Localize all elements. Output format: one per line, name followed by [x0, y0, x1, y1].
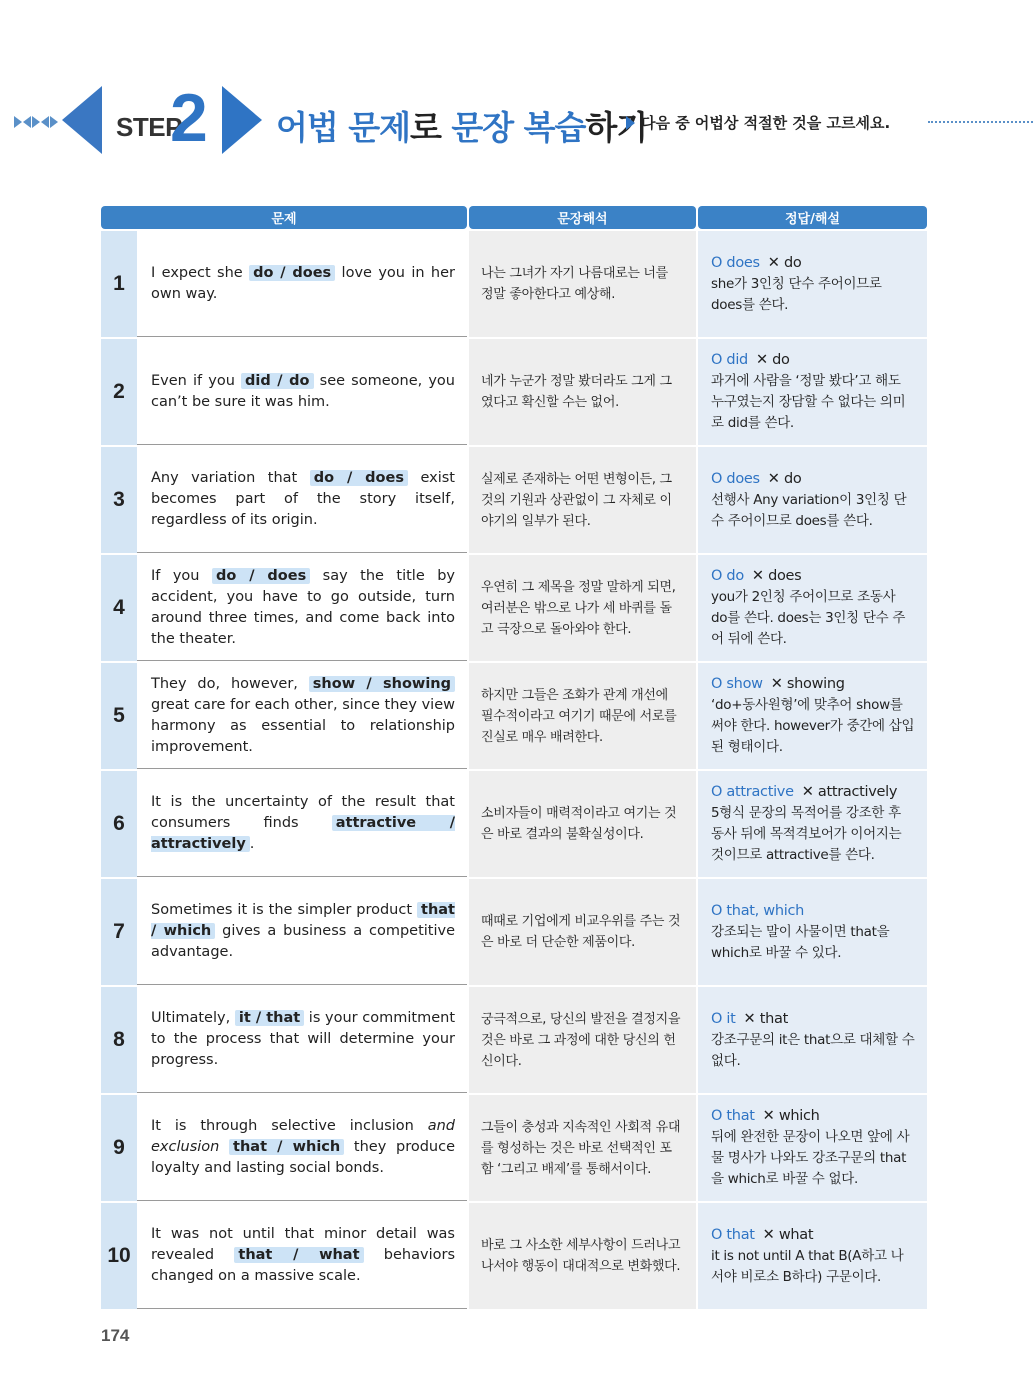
question-text: is your commitment to the process that will determine your progress. — [151, 1010, 455, 1068]
answer-choices: show / showing — [309, 676, 455, 692]
answer-cell — [698, 555, 927, 661]
explanation-text: you가 2인칭 주어이므로 조동사 do를 쓴다. does는 3인칭 단수 주어 뒤에 쓴다. — [711, 589, 906, 647]
translation-text: 실제로 존재하는 어떤 변형이든, 그것의 기원과 상관없이 그 자체로 이야기의 일부가 된다. — [481, 471, 672, 529]
question-number: 3 — [101, 447, 137, 553]
wrong-answer: ✕ what — [762, 1226, 814, 1243]
answer-choices: do / does — [212, 568, 310, 584]
table-row — [101, 771, 927, 877]
answer-choices: that / which — [151, 902, 455, 939]
answer-choices: that / what — [234, 1247, 363, 1263]
decorative-arrows-icon — [14, 116, 58, 128]
question-text: see someone, you can’t be sure it was him. — [151, 372, 455, 410]
question-cell — [137, 663, 467, 769]
instruction-text: 다음 중 어법상 적절한 것을 고르세요. — [641, 114, 891, 132]
correct-answer: O show — [711, 676, 763, 692]
question-cell — [137, 879, 467, 985]
question-cell — [137, 1095, 467, 1201]
question-text — [219, 1139, 229, 1155]
header-answer: 정답/해설 — [698, 206, 927, 229]
question-text: behaviors changed on a massive scale. — [151, 1247, 456, 1284]
explanation-text: 뒤에 완전한 문장이 나오면 앞에 사물 명사가 나와도 강조구문의 that을 which로 바꿀 수 없다. — [711, 1129, 910, 1187]
table-row — [101, 1203, 927, 1309]
answer-cell — [698, 879, 927, 985]
question-cell — [137, 555, 467, 661]
explanation-text: 선행사 Any variation이 3인칭 단수 주어이므로 does를 쓴다. — [711, 491, 907, 529]
answer-line — [711, 1009, 915, 1030]
question-text: exist becomes part of the story itself, regardless of its origin. — [151, 470, 455, 528]
answer-line — [711, 566, 915, 587]
review-table — [101, 206, 927, 1309]
correct-answer: O it — [711, 1010, 736, 1027]
page-number: 174 — [101, 1326, 130, 1345]
answer-line — [711, 469, 915, 490]
wrong-answer: ✕ that — [743, 1010, 788, 1027]
question-cell — [137, 447, 467, 553]
question-text: Sometimes it is the simpler product — [151, 902, 418, 918]
step-number: 2 — [170, 80, 208, 156]
answer-choices: attractive / attractively — [151, 815, 455, 852]
answer-cell — [698, 1203, 927, 1309]
step-label: STEP — [116, 112, 182, 142]
question-cell — [137, 771, 467, 877]
answer-line — [711, 901, 915, 922]
answer-cell — [698, 339, 927, 445]
table-row — [101, 555, 927, 661]
question-text: and exclusion — [151, 1118, 455, 1155]
translation-cell — [469, 879, 696, 985]
translation-text: 바로 그 사소한 세부사항이 드러나고 나서야 행동이 대대적으로 변화했다. — [481, 1238, 681, 1274]
correct-answer: O attractive — [711, 784, 794, 800]
translation-text: 소비자들이 매력적이라고 여기는 것은 바로 결과의 불확실성이다. — [481, 806, 677, 842]
translation-cell — [469, 663, 696, 769]
question-cell — [137, 987, 467, 1093]
translation-text: 때때로 기업에게 비교우위를 주는 것은 바로 더 단순한 제품이다. — [481, 914, 681, 950]
correct-answer: O does — [711, 254, 760, 271]
question-text: love you in her own way. — [151, 264, 455, 302]
table-row — [101, 231, 927, 337]
question-text: they produce loyalty and lasting social bonds. — [151, 1139, 455, 1176]
correct-answer: O do — [711, 568, 744, 584]
question-text: Ultimately, — [151, 1010, 235, 1026]
explanation-text: 강조구문의 it은 that으로 대체할 수 없다. — [711, 1031, 915, 1069]
explanation-text: ‘do+동사원형’에 맞추어 show를 써야 한다. however가 중간에 삽입된 형태이다. — [711, 697, 915, 755]
wrong-answer: ✕ attractively — [801, 784, 898, 800]
explanation-text: 과거에 사람을 ‘정말 봤다’고 해도 누구였는지 장담할 수 없다는 의미로 did를 쓴다. — [711, 373, 906, 431]
answer-line — [711, 674, 915, 695]
answer-line — [711, 1225, 915, 1246]
question-text: If you — [151, 567, 212, 584]
translation-cell — [469, 555, 696, 661]
left-triangle-icon — [62, 86, 102, 154]
translation-text: 네가 누군가 정말 봤더라도 그게 그였다고 확신할 수는 없어. — [481, 374, 672, 410]
translation-text: 하지만 그들은 조화가 관계 개선에 필수적이라고 여기기 때문에 서로를 진실로 매우 배려한다. — [481, 687, 677, 745]
translation-cell — [469, 447, 696, 553]
table-row — [101, 1095, 927, 1201]
question-number: 4 — [101, 555, 137, 661]
page-header — [0, 80, 1033, 170]
question-text: say the title by accident, you have to go outside, turn around three times, and come back into the theater. — [151, 567, 455, 647]
question-number: 6 — [101, 771, 137, 877]
answer-line — [711, 253, 915, 274]
translation-cell — [469, 1203, 696, 1309]
question-number: 10 — [101, 1203, 137, 1309]
explanation-text: 5형식 문장의 목적어를 강조한 후 동사 뒤에 목적격보어가 이어지는 것이므로 attractive를 쓴다. — [711, 805, 902, 863]
title-part-1: 어법 문제 — [276, 108, 411, 147]
question-cell — [137, 231, 467, 337]
table-header — [101, 206, 927, 229]
answer-cell — [698, 771, 927, 877]
question-number: 9 — [101, 1095, 137, 1201]
question-text: Any variation that — [151, 470, 310, 486]
translation-text: 우연히 그 제목을 정말 말하게 되면, 여러분은 밖으로 나가 세 바퀴를 돌고 극장으로 돌아와야 한다. — [481, 579, 676, 637]
play-triangle-icon — [626, 116, 635, 130]
question-number: 1 — [101, 231, 137, 337]
explanation-text: she가 3인칭 단수 주어이므로 does를 쓴다. — [711, 275, 882, 313]
header-translation: 문장해석 — [469, 206, 696, 229]
translation-cell — [469, 339, 696, 445]
translation-text: 나는 그녀가 자기 나름대로는 너를 정말 좋아한다고 예상해. — [481, 266, 668, 302]
answer-choices: it / that — [235, 1010, 304, 1026]
question-text: It was not until that minor detail was revealed — [151, 1226, 455, 1263]
wrong-answer: ✕ do — [767, 254, 802, 271]
correct-answer: O did — [711, 352, 748, 368]
answer-choices: did / do — [241, 373, 314, 389]
table-row — [101, 339, 927, 445]
correct-answer: O does — [711, 470, 760, 487]
question-text: They do, however, — [151, 675, 309, 692]
title-part-2: 로 — [410, 108, 452, 147]
question-text: gives a business a competitive advantage. — [151, 923, 456, 960]
wrong-answer: ✕ do — [767, 470, 802, 487]
question-cell — [137, 339, 467, 445]
answer-cell — [698, 987, 927, 1093]
title-part-4: 하기 — [585, 108, 648, 147]
question-text: It is the uncertainty of the result that consumers finds — [151, 794, 455, 831]
table-row — [101, 663, 927, 769]
right-triangle-icon — [222, 86, 262, 154]
instruction — [626, 112, 890, 133]
wrong-answer: ✕ does — [751, 568, 802, 584]
correct-answer: O that — [711, 1108, 755, 1124]
wrong-answer: ✕ showing — [770, 676, 845, 692]
question-number: 2 — [101, 339, 137, 445]
explanation-text: 강조되는 말이 사물이면 that을 which로 바꿀 수 있다. — [711, 923, 890, 961]
answer-line — [711, 350, 915, 371]
question-text: great care for each other, since they view harmony as essential to relationship improvement. — [151, 696, 455, 755]
translation-text: 궁극적으로, 당신의 발전을 결정지을 것은 바로 그 과정에 대한 당신의 헌신이다. — [481, 1011, 681, 1069]
answer-choices: do / does — [310, 470, 408, 486]
correct-answer: O that — [711, 1226, 755, 1243]
header-question: 문제 — [101, 206, 467, 229]
answer-cell — [698, 1095, 927, 1201]
wrong-answer: ✕ do — [755, 352, 790, 368]
answer-choices: do / does — [249, 265, 335, 281]
question-text: It is through selective inclusion — [151, 1118, 428, 1134]
title-part-3: 문장 복습 — [451, 108, 586, 147]
answer-cell — [698, 663, 927, 769]
question-number: 7 — [101, 879, 137, 985]
question-number: 8 — [101, 987, 137, 1093]
page-title — [276, 102, 647, 149]
answer-cell — [698, 231, 927, 337]
answer-cell — [698, 447, 927, 553]
table-row — [101, 447, 927, 553]
translation-cell — [469, 987, 696, 1093]
explanation-text: it is not until A that B(A하고 나서야 비로소 B하다) 구문이다. — [711, 1247, 904, 1285]
translation-cell — [469, 231, 696, 337]
translation-cell — [469, 1095, 696, 1201]
answer-line — [711, 782, 915, 803]
question-text: I expect she — [151, 264, 250, 281]
table-row — [101, 879, 927, 985]
table-row — [101, 987, 927, 1093]
question-text: . — [249, 836, 255, 852]
translation-text: 그들이 충성과 지속적인 사회적 유대를 형성하는 것은 바로 선택적인 포함 ‘그리고 배제’를 통해서이다. — [481, 1119, 681, 1177]
translation-cell — [469, 771, 696, 877]
dotted-divider — [928, 121, 1033, 123]
correct-answer: O that, which — [711, 902, 805, 919]
question-text: Even if you — [151, 372, 242, 389]
question-cell — [137, 1203, 467, 1309]
answer-line — [711, 1106, 915, 1127]
wrong-answer: ✕ which — [762, 1108, 820, 1124]
question-number: 5 — [101, 663, 137, 769]
answer-choices: that / which — [229, 1139, 344, 1155]
